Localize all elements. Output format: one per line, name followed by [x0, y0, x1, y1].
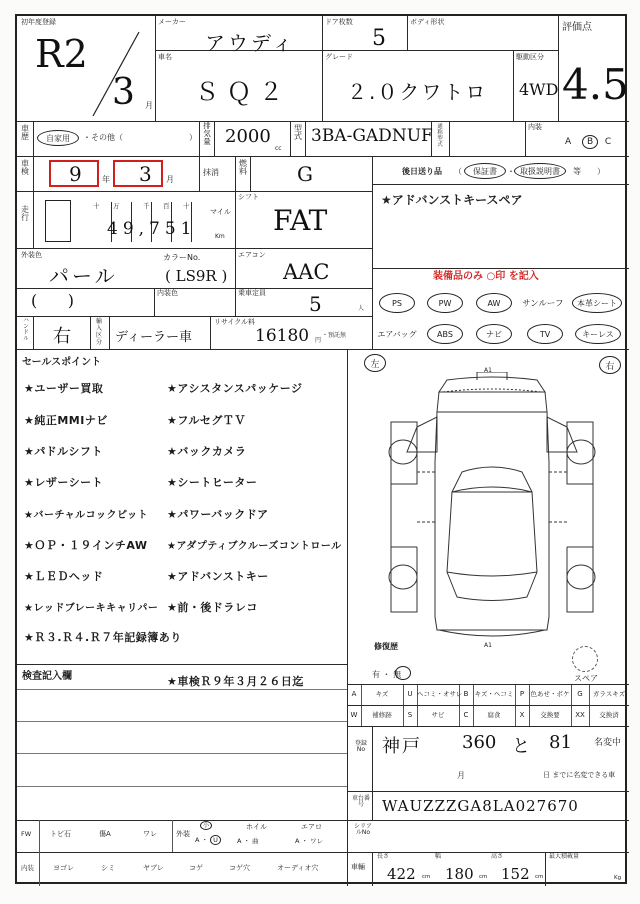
equip-leather: 本革シート	[572, 293, 622, 313]
interior-label: 内装	[528, 123, 542, 131]
month-unit: 月	[145, 101, 153, 110]
sales-point: ★アシスタンスパッケージ	[167, 382, 303, 395]
wheel-a: A	[195, 836, 200, 844]
model-value: ＳＱ２	[195, 78, 291, 106]
registration-month: 月	[457, 771, 465, 780]
capacity-value: 5	[309, 292, 322, 316]
sales-point: ★シートヒーター	[167, 476, 258, 489]
legend-cell: ガラスキズ	[592, 690, 626, 698]
grade-value: ２.０クワトロ	[347, 80, 488, 104]
first-reg-era: R2	[35, 32, 88, 76]
equip-sunroof: サンルーフ	[522, 299, 564, 309]
interior-item: ヨゴレ	[53, 864, 74, 872]
spare-key-note: ★アドバンストキースペア	[381, 193, 523, 207]
first-reg-month: 3	[112, 72, 135, 113]
interior-color-label: 内装色	[157, 289, 178, 297]
recycle-value: 16180	[255, 326, 310, 346]
inspection-label: 車 検	[21, 159, 29, 177]
doc-manual	[514, 163, 566, 179]
inspection-year-unit: 年	[102, 175, 110, 184]
legend-cell: 交換要	[540, 711, 560, 719]
length-label: 長さ	[377, 853, 390, 860]
fuel-value: G	[297, 162, 313, 186]
capacity-label: 乗車定員	[238, 289, 266, 297]
docs-label: 後日送り品	[402, 167, 442, 176]
load-unit: Kg	[614, 875, 622, 881]
drive-value: 4WD	[519, 80, 559, 99]
inspection-notes-text: ★車検Ｒ９年３月２６日迄	[167, 675, 304, 688]
legend-row-1	[347, 685, 629, 705]
wheel-opts-au: A ・ U	[195, 837, 221, 844]
equip-airbag: エアバッグ	[377, 329, 417, 339]
inspection-month: 3	[139, 162, 152, 186]
fuel-label: 燃 料	[239, 159, 247, 177]
length-unit: cm	[422, 874, 431, 880]
legend-cell: サビ	[431, 711, 445, 719]
type-value: 3BA-GADNUF	[311, 126, 433, 146]
history-close: ）	[189, 133, 197, 142]
mileage-ten-thousand-box	[45, 200, 71, 242]
registration-date: 日 までに名変できる車	[543, 771, 616, 779]
legend-cell: 交換済	[599, 711, 619, 719]
score-value: 4.5	[562, 60, 629, 109]
interior-item: コゲ穴	[229, 864, 250, 872]
repair-label: 修復歴	[374, 642, 398, 651]
capacity-unit: 人	[358, 305, 365, 312]
sales-point: ★レザーシート	[24, 476, 104, 489]
doors-label: ドア枚数	[325, 18, 353, 26]
registration-number1: 360	[462, 732, 497, 753]
serial-label: シリアルNo	[353, 823, 372, 837]
auction-sheet	[15, 14, 627, 884]
sales-point: ★バックカメラ	[167, 445, 247, 458]
class-label: 通 称 型 式	[437, 124, 443, 149]
legend-cell: C	[463, 711, 469, 719]
length-value: 422	[387, 865, 416, 883]
history-private: 自家用	[46, 133, 70, 143]
interior-grades	[565, 135, 615, 149]
equipment-title: 装備品のみ ○印 を記入	[433, 271, 539, 282]
interior-item: シミ	[101, 864, 115, 872]
height-value: 152	[501, 865, 530, 883]
doors-value: 5	[372, 26, 386, 51]
unit-1k: 千	[143, 202, 150, 210]
inspection-month-unit: 月	[166, 175, 174, 184]
inspection-year: 9	[69, 162, 82, 186]
spare-label: スペア	[574, 674, 598, 683]
yen-label: 円	[315, 337, 322, 344]
deposit-label: ・預託無	[322, 332, 347, 339]
sales-point: ★バーチャルコックピット	[24, 510, 149, 521]
wheel-u: U	[210, 835, 221, 845]
legend-cell: A	[351, 690, 357, 698]
fw-chip: トビ石	[50, 830, 71, 838]
exterior-label: 外装	[176, 830, 190, 838]
registration-label: 登録No	[354, 740, 367, 754]
mile-label: マイル	[210, 208, 231, 216]
mileage-label: 走 行	[21, 205, 29, 223]
equip-ps: PS	[379, 293, 415, 313]
grade-label: グレード	[325, 53, 353, 61]
wheel-small: 小	[200, 821, 212, 830]
sales-point: ★パドルシフト	[24, 445, 103, 458]
wheel-opt-small	[200, 823, 212, 829]
sales-point: ★パワーバックドア	[167, 508, 269, 521]
ac-value: AAC	[283, 260, 330, 284]
a1-bottom: A1	[484, 642, 492, 649]
history-private-oval	[37, 130, 79, 146]
body-label: ボディ形状	[410, 18, 445, 26]
legend-cell: XX	[575, 711, 585, 719]
maker-value: アウディ	[205, 31, 296, 55]
wheel-opts-bend: A ・ 曲	[237, 837, 259, 845]
sales-title: セールスポイント	[22, 357, 102, 368]
fw-scratch: 傷A	[99, 830, 111, 838]
legend-cell: W	[350, 711, 358, 719]
inspection-notes-title: 検査記入欄	[22, 671, 72, 682]
sales-point: ★アダプティブクルーズコントロール	[167, 541, 342, 552]
type-label: 型 式	[294, 124, 302, 142]
inspection-month-box	[113, 160, 163, 187]
doc-warranty-text: 保証書	[473, 166, 497, 176]
unit-10k: 万	[113, 202, 120, 210]
equip-tv: TV	[527, 324, 563, 344]
sales-point: ★Ｒ３.Ｒ４.Ｒ７年記録簿あり	[24, 631, 182, 644]
sales-point: ★純正MMIナビ	[24, 414, 108, 427]
legend-cell: G	[577, 690, 583, 698]
legend-cell: 腐食	[487, 711, 501, 719]
handle-label: ハ ン ド ル	[23, 318, 29, 343]
interior-item: ヤブレ	[143, 864, 164, 872]
legend-cell: P	[519, 690, 525, 698]
first-reg-label: 初年度登録	[21, 18, 56, 26]
height-label: 高さ	[491, 853, 504, 860]
color-label: 外装色	[21, 251, 42, 259]
legend-row-2	[347, 706, 629, 726]
height-unit: cm	[535, 874, 544, 880]
score-label: 評価点	[562, 22, 592, 33]
registration-city: 神戸	[382, 736, 422, 757]
doc-etc: 等	[573, 167, 581, 176]
fw-crack: ワレ	[143, 830, 157, 838]
fw-label: FW	[21, 830, 32, 838]
erase-label: 抹消	[203, 168, 219, 177]
legend-cell: 補修跡	[372, 711, 392, 719]
a1-top: A1	[484, 367, 492, 374]
spare-tire-icon	[572, 646, 598, 672]
model-label: 車名	[158, 53, 172, 61]
docs-sep: ・	[507, 167, 515, 176]
interior-color-paren: ( )	[31, 291, 74, 310]
vin-label: 車台番号	[352, 795, 371, 809]
import-label: 輸入 区分	[95, 318, 102, 346]
registration-change: 名変中	[594, 738, 622, 748]
registration-number2: 81	[549, 732, 572, 753]
color-value: パール	[49, 264, 118, 288]
repair-value: 有 ・ 無	[372, 670, 402, 679]
legend-cell: 色あせ・ボケ	[530, 690, 570, 698]
sales-point: ★フルセグＴＶ	[167, 414, 246, 427]
interior-grade-a: A	[565, 137, 576, 147]
sales-point: ★ＬＥＤヘッド	[24, 570, 104, 583]
width-label: 幅	[435, 853, 442, 860]
interior-item: コゲ	[189, 864, 203, 872]
aero-opts: A ・ ワレ	[295, 837, 324, 845]
width-value: 180	[445, 865, 474, 883]
vin-value: WAUZZZGA8LA027670	[382, 797, 579, 815]
doc-warranty	[464, 163, 506, 179]
equip-aw: AW	[476, 293, 512, 313]
load-label: 最大積載量	[549, 853, 580, 860]
sales-point: ★ＯＰ・１９インチAW	[24, 539, 148, 552]
unit-100: 百	[163, 202, 170, 210]
docs-open: （	[454, 167, 462, 176]
shift-label: シフト	[238, 193, 259, 201]
sales-point: ★アドバンストキー	[167, 570, 269, 583]
cc-unit: cc	[275, 145, 282, 152]
car-diagram	[377, 372, 607, 644]
registration-kana: と	[512, 736, 530, 757]
ac-label: エアコン	[238, 251, 266, 259]
wheel-label: ホイル	[246, 823, 267, 831]
repair-none-circle	[395, 666, 411, 680]
legend-cell: S	[407, 711, 413, 719]
diagram-right: 右	[599, 356, 621, 374]
legend-cell: ヘコミ・オサレ	[417, 690, 463, 698]
doc-manual-text: 取扱説明書	[520, 166, 560, 176]
recycle-label: リサイクル料	[214, 318, 256, 326]
equip-pw: PW	[427, 293, 463, 313]
legend-cell: キズ	[375, 690, 389, 698]
color-code-label: カラーNo.	[163, 253, 201, 262]
equip-keyless: キーレス	[575, 324, 621, 344]
km-label: Km	[215, 233, 225, 240]
unit-10: 十	[93, 202, 100, 210]
legend-cell: U	[407, 690, 413, 698]
diagram-left: 左	[364, 354, 386, 372]
legend-cell: X	[519, 711, 525, 719]
history-other: ・その他（	[83, 133, 123, 142]
equip-abs: ABS	[427, 324, 463, 344]
sales-point: ★レッドブレーキキャリパー	[24, 603, 159, 614]
aero-label: エアロ	[301, 823, 322, 831]
sales-point: ★前・後ドラレコ	[167, 601, 258, 614]
mileage-value: 49,751	[107, 219, 197, 239]
width-unit: cm	[479, 874, 488, 880]
import-value: ディーラー車	[115, 330, 192, 345]
legend-cell: キズ・ヘコミ	[474, 690, 514, 698]
color-code: ( LS9R )	[165, 267, 228, 285]
legend-cell: B	[463, 690, 469, 698]
displacement-value: 2000	[225, 126, 271, 147]
drive-label: 駆動区分	[516, 53, 544, 61]
interior-grade-c: C	[604, 137, 616, 147]
maker-label: メーカー	[158, 18, 186, 26]
interior-row-label: 内装	[21, 864, 34, 872]
interior-item: オーディオ穴	[277, 864, 319, 872]
unit-ten: 十	[183, 202, 190, 210]
dims-label: 車輛	[351, 863, 365, 871]
shift-value: FAT	[273, 204, 328, 237]
handle-value: 右	[53, 326, 71, 347]
sales-point: ★ユーザー買取	[24, 382, 104, 395]
displacement-label: 排 気 量	[203, 121, 211, 146]
interior-grade-b: B	[582, 135, 598, 149]
history-label: 車 歴	[21, 124, 29, 142]
docs-close: ）	[597, 167, 605, 176]
equip-navi: ナビ	[476, 324, 512, 344]
